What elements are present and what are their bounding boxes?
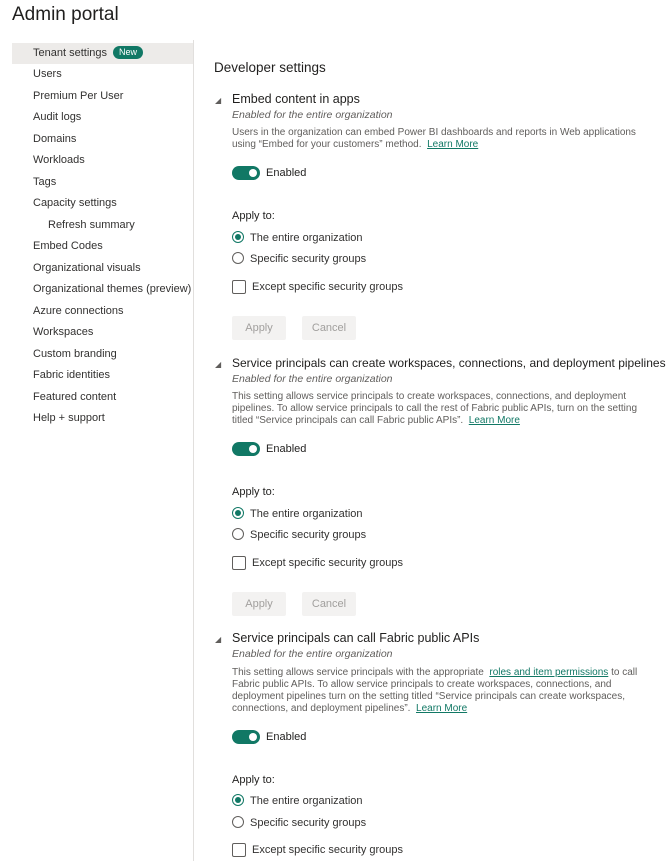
- toggle-knob: [249, 733, 257, 741]
- description-text: This setting allows service principals to create workspaces, connections, and deployment pipelines. To allow service principals to call the rest of Fabric public APIs, turn on the setting titled “Service principals can call Fabric public APIs”.: [232, 391, 638, 426]
- checkbox-label: Except specific security groups: [252, 281, 404, 293]
- sidebar-item-workloads[interactable]: Workloads: [33, 154, 85, 166]
- sidebar-item-premium-per-user[interactable]: Premium Per User: [33, 90, 124, 102]
- learn-more-link[interactable]: Learn More: [416, 703, 468, 714]
- setting-title: Service principals can create workspaces, connections, and deployment pipelines: [232, 356, 666, 370]
- setting-subtitle: Enabled for the entire organization: [232, 109, 393, 121]
- sidebar-item-capacity-settings[interactable]: Capacity settings: [33, 197, 117, 209]
- setting-subtitle: Enabled for the entire organization: [232, 648, 393, 660]
- setting-title: Embed content in apps: [232, 92, 360, 106]
- sidebar-item-fabric-identities[interactable]: Fabric identities: [33, 369, 111, 381]
- sidebar-item-tags[interactable]: Tags: [33, 176, 57, 188]
- radio-label: Specific security groups: [250, 529, 367, 541]
- collapse-caret-icon[interactable]: ◢: [215, 96, 222, 105]
- radio-unchecked-icon: [232, 252, 244, 264]
- sidebar-item-help-support[interactable]: Help + support: [33, 412, 105, 424]
- radio-checked-icon: [232, 507, 244, 519]
- checkbox-icon: [232, 280, 246, 294]
- sidebar-item-featured-content[interactable]: Featured content: [33, 391, 117, 403]
- sidebar-item-audit-logs[interactable]: Audit logs: [33, 111, 82, 123]
- sidebar-item-azure-connections[interactable]: Azure connections: [33, 305, 124, 317]
- radio-unchecked-icon: [232, 816, 244, 828]
- apply-to-label: Apply to:: [232, 486, 275, 498]
- radio-unchecked-icon: [232, 528, 244, 540]
- checkbox-label: Except specific security groups: [252, 557, 404, 569]
- setting-title: Service principals can call Fabric public APIs: [232, 631, 480, 645]
- cancel-button[interactable]: Cancel: [302, 316, 356, 340]
- toggle-label: Enabled: [266, 443, 307, 455]
- section-title: Developer settings: [214, 60, 326, 75]
- sidebar-item-embed-codes[interactable]: Embed Codes: [33, 240, 103, 252]
- collapse-caret-icon[interactable]: ◢: [215, 635, 222, 644]
- setting-description: [232, 127, 652, 151]
- setting-description: [232, 391, 652, 427]
- checkbox-label: Except specific security groups: [252, 844, 404, 856]
- sidebar-item-organizational-themes[interactable]: Organizational themes (preview): [33, 283, 192, 295]
- sidebar-item-users[interactable]: Users: [33, 68, 62, 80]
- enabled-toggle[interactable]: [232, 730, 260, 744]
- checkbox-icon: [232, 843, 246, 857]
- apply-to-label: Apply to:: [232, 774, 275, 786]
- new-badge: New: [113, 46, 143, 59]
- sidebar-item-workspaces[interactable]: Workspaces: [33, 326, 94, 338]
- description-text: to call Fabric public APIs. To allow service principals to create workspaces, connections, and deployment pipelines turn on the setting titled “Service principals can create workspaces, connections, and deployment pipelines”.: [232, 667, 638, 714]
- sidebar-item-refresh-summary[interactable]: Refresh summary: [48, 219, 135, 231]
- page-title: Admin portal: [12, 4, 119, 25]
- main-content: [194, 0, 670, 861]
- apply-to-label: Apply to:: [232, 210, 275, 222]
- radio-checked-icon: [232, 231, 244, 243]
- sidebar-item-organizational-visuals[interactable]: Organizational visuals: [33, 262, 141, 274]
- sidebar-item-custom-branding[interactable]: Custom branding: [33, 348, 117, 360]
- radio-label: The entire organization: [250, 795, 363, 807]
- collapse-caret-icon[interactable]: ◢: [215, 360, 222, 369]
- setting-description: [232, 667, 652, 715]
- radio-label: Specific security groups: [250, 253, 367, 265]
- roles-permissions-link[interactable]: roles and item permissions: [489, 667, 609, 678]
- setting-subtitle: Enabled for the entire organization: [232, 373, 393, 385]
- learn-more-link[interactable]: Learn More: [427, 139, 479, 150]
- checkbox-icon: [232, 556, 246, 570]
- radio-label: Specific security groups: [250, 817, 367, 829]
- apply-button[interactable]: Apply: [232, 316, 286, 340]
- enabled-toggle[interactable]: [232, 442, 260, 456]
- description-text: This setting allows service principals with the appropriate: [232, 667, 484, 678]
- description-text: Users in the organization can embed Power BI dashboards and reports in Web applications using “Embed for your customers” method.: [232, 127, 636, 150]
- radio-label: The entire organization: [250, 232, 363, 244]
- learn-more-link[interactable]: Learn More: [468, 415, 520, 426]
- radio-checked-icon: [232, 794, 244, 806]
- radio-label: The entire organization: [250, 508, 363, 520]
- toggle-knob: [249, 445, 257, 453]
- toggle-label: Enabled: [266, 167, 307, 179]
- sidebar-item-tenant-settings[interactable]: [12, 43, 193, 64]
- sidebar: [0, 40, 194, 861]
- toggle-knob: [249, 169, 257, 177]
- apply-button[interactable]: Apply: [232, 592, 286, 616]
- cancel-button[interactable]: Cancel: [302, 592, 356, 616]
- sidebar-item-label: Tenant settings: [33, 47, 107, 59]
- sidebar-item-domains[interactable]: Domains: [33, 133, 77, 145]
- toggle-label: Enabled: [266, 731, 307, 743]
- enabled-toggle[interactable]: [232, 166, 260, 180]
